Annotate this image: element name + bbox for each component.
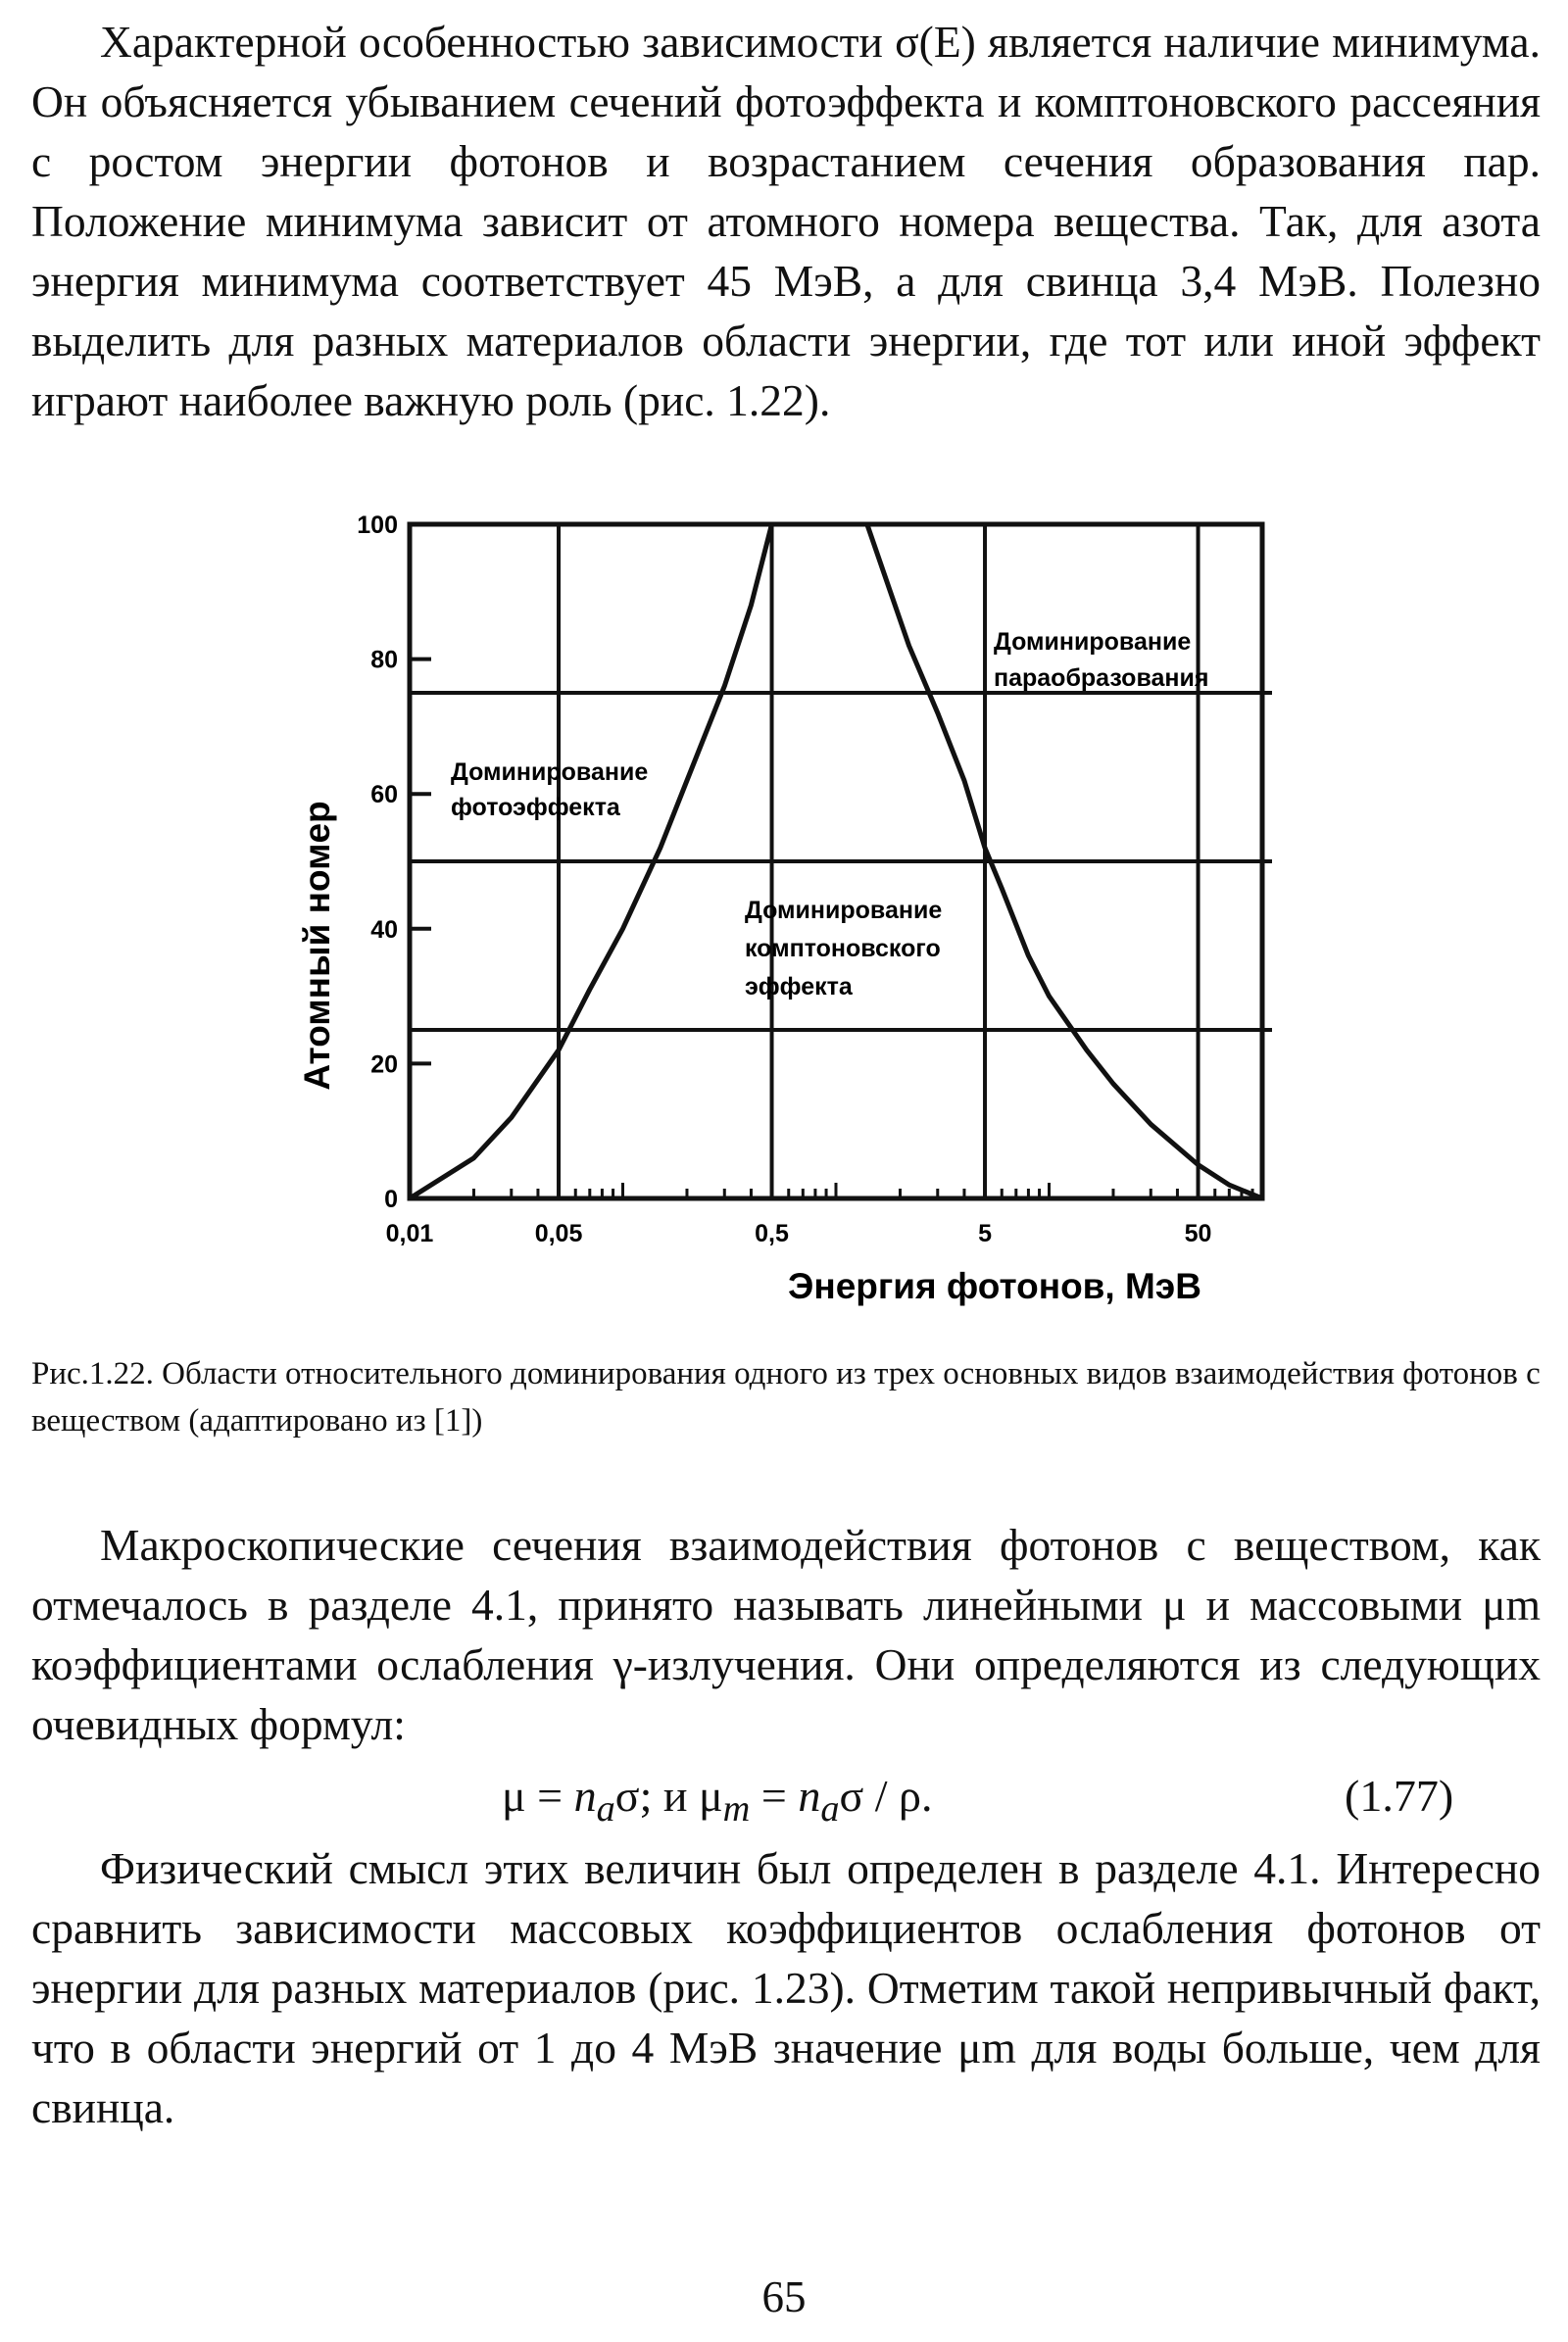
x-tick-label-0: 0,01 [385,1220,434,1247]
formula-expression: $\mu = n_a\sigma$; и $\mu_m = n_a\sigma / \rho$. [502,1771,933,1830]
x-tick-label-1: 0,05 [534,1220,583,1247]
labels [297,628,1208,1306]
grid [410,524,1272,1198]
region-label-compton-3: эффекта [745,973,853,1000]
figure-1-22 [265,500,1303,1313]
figure-caption: Рис.1.22. Области относительного доминирования одного из трех основных видов взаимодействия фотонов с веществом (адаптировано из [1]) [31,1356,1541,1439]
region-label-compton-2: комптоновского [745,935,941,962]
y-tick-label-3: 40 [370,915,398,944]
x-axis-label: Энергия фотонов, МэВ [788,1266,1201,1306]
y-tick-label-2: 60 [370,781,398,809]
formula-number: (1.77) [1345,1771,1454,1821]
y-tick-label-5: 0 [384,1186,398,1213]
region-label-pair-2: параобразования [994,664,1209,692]
region-label-photo-2: фотоэффекта [451,794,620,821]
domination-chart [265,500,1303,1313]
region-label-photo-1: Доминирование [451,758,649,786]
paragraph-physical-meaning: Физический смысл этих величин был определен в разделе 4.1. Интересно сравнить зависимости массовых коэффициентов ослабления фотонов от энергии для разных материалов (рис. 1.23). Отметим такой непривычный факт, что в области энергий от 1 до 4 МэВ значение μm для воды больше, чем для свинца. [31,1843,1541,2132]
page-number: 65 [761,2272,807,2321]
y-axis-label: Атомный номер [297,801,337,1091]
x-tick-label-2: 0,5 [755,1220,789,1247]
region-label-pair-1: Доминирование [994,628,1192,656]
formula-1-77 [0,1764,1568,1832]
region-label-compton-1: Доминирование [745,897,943,924]
paragraph-intro: Характерной особенностью зависимости σ(E) является наличие минимума. Он объясняется убыванием сечений фотоэффекта и комптоновского рассеяния с ростом энергии фотонов и возрастанием сечения образования пар. Положение минимума зависит от атомного номера вещества. Так, для азота энергия минимума соответствует 45 МэВ, а для свинца 3,4 МэВ. Полезно выделить для разных материалов области энергии, где тот или иной эффект играют наиболее важную роль (рис. 1.22). [31,17,1541,425]
y-tick-label-4: 20 [370,1050,398,1079]
paragraph-macroscopic: Макроскопические сечения взаимодействия фотонов с веществом, как отмечалось в разделе 4.1, принято называть линейными μ и массовыми μm коэффициентами ослабления γ-излучения. Они определяются из следующих очевидных формул: [31,1520,1541,1749]
x-tick-label-4: 50 [1184,1220,1212,1247]
y-tick-label-0: 100 [357,512,398,539]
y-tick-label-1: 80 [370,646,398,674]
x-tick-label-3: 5 [978,1220,992,1247]
